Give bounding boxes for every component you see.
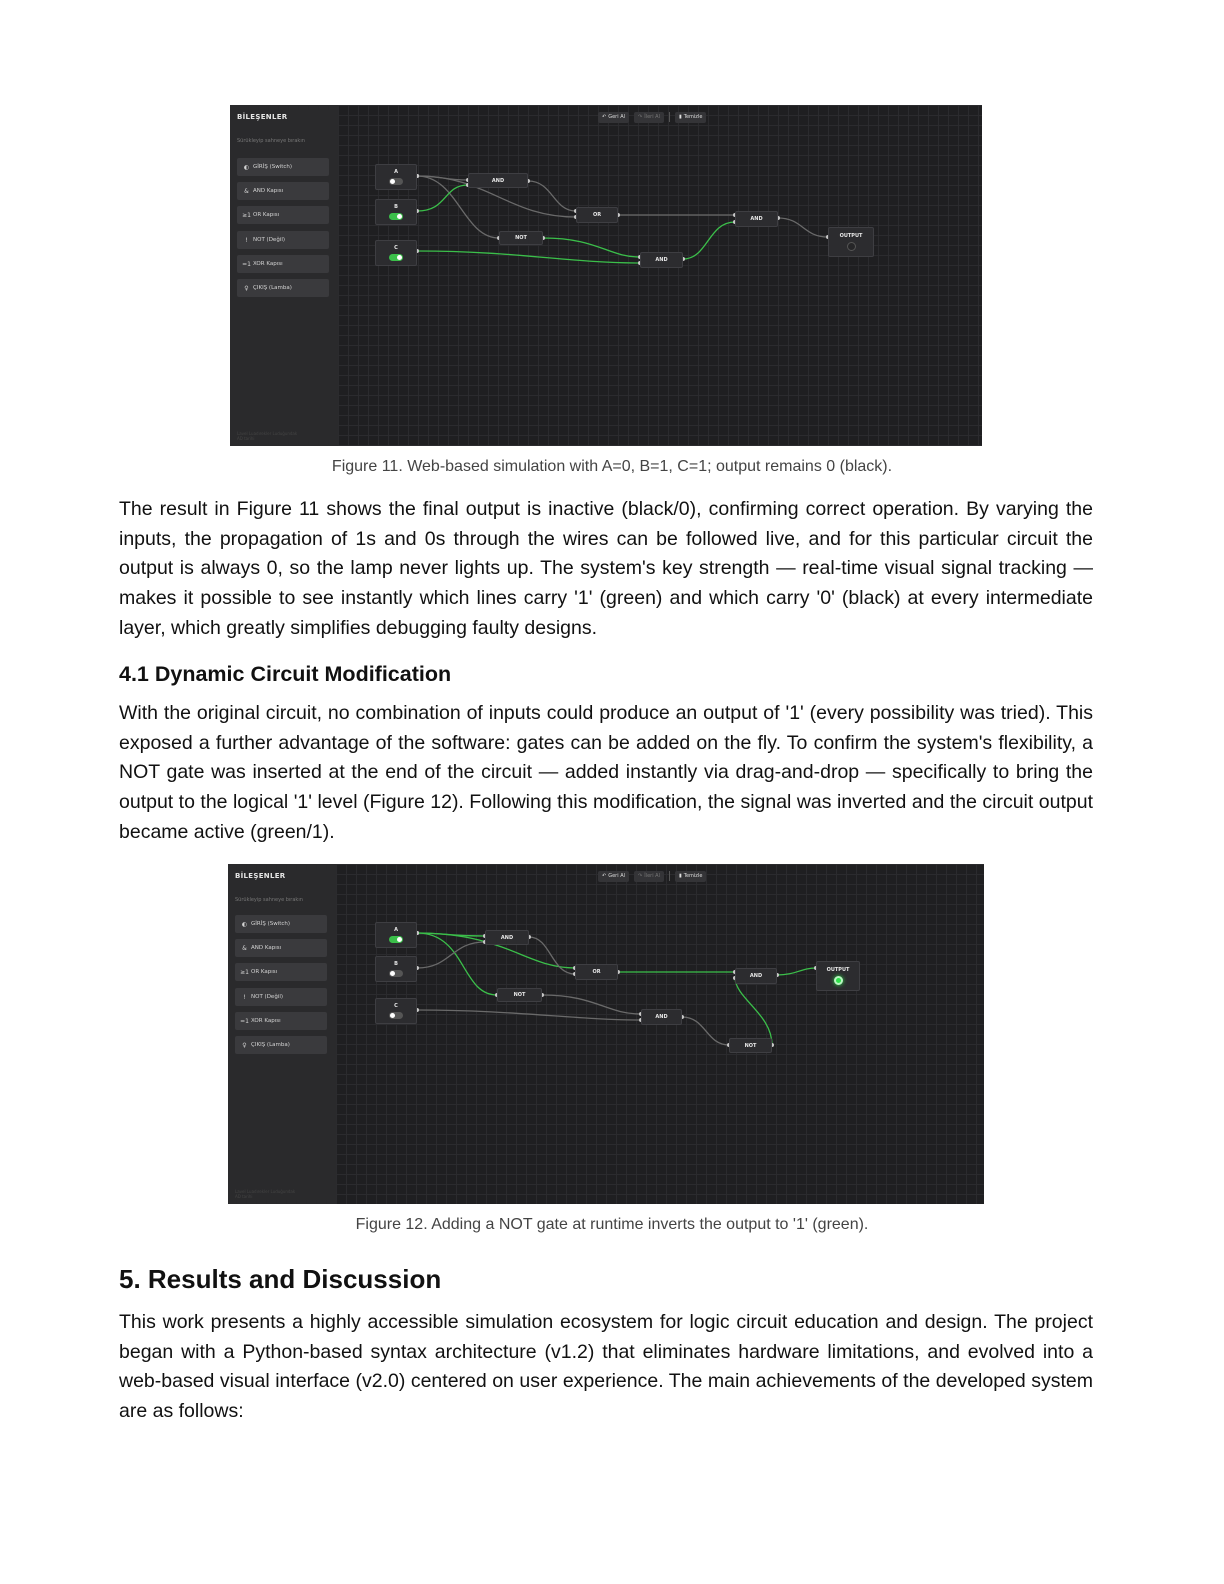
sidebar-item-xor[interactable] [237,255,329,273]
switch-toggle[interactable] [389,254,403,261]
sidebar-item-or[interactable] [235,963,327,981]
sidebar-item-or[interactable] [237,206,329,224]
sidebar-item-label: NOT (Değil) [253,237,286,243]
switch-toggle[interactable] [389,178,403,185]
and-gate-3[interactable]: AND [735,211,778,227]
output-lamp-node[interactable]: OUTPUT [816,961,860,991]
wire-and2-to-and3 [683,222,735,259]
or-gate[interactable]: OR [575,964,618,980]
wire-c-to-and2 [417,1010,641,1020]
or-gate-icon: ≥1 [242,211,251,219]
and-gate-3[interactable]: AND [735,968,777,984]
sidebar-item-not[interactable] [235,988,327,1006]
figure-12-caption: Figure 12. Adding a NOT gate at runtime inverts the output to '1' (green). [355,1216,869,1233]
wire-and1-to-or [529,937,575,974]
and-gate-1[interactable]: AND [485,930,529,945]
figure-11-screenshot [230,105,982,446]
wire-not-to-and2 [543,238,640,257]
sidebar-item-xor[interactable] [235,1012,327,1030]
redo-button[interactable]: ↷ İleri Al [634,871,664,882]
input-switch-b[interactable]: B [375,199,417,225]
sidebar-item-label: AND Kapısı [251,945,282,951]
wires [338,105,982,446]
wire-and3-to-output [777,968,816,975]
wire-and2-to-not2 [682,1017,729,1045]
sidebar-item-output[interactable] [235,1036,327,1054]
and-gate-2[interactable]: AND [640,252,683,268]
toggle-icon: ◐ [243,163,250,171]
lamp-icon: ♀ [244,284,249,292]
circuit-canvas[interactable] [336,864,984,1204]
switch-toggle[interactable] [389,970,403,977]
xor-gate-icon: =1 [240,1017,249,1025]
input-switch-a[interactable]: A [375,922,417,948]
sidebar-footer: Lavel Luadırekler Luduğundak AD tarihi [235,1189,296,1199]
or-gate-icon: ≥1 [240,968,249,976]
sidebar-title: BİLEŞENLER [237,113,288,121]
paragraph-3: This work presents a highly accessible simulation ecosystem for logic circuit education and design. The project began with a Python-based syntax architecture (v1.2) that eliminates hardware limitations, and evolved into a web-based visual interface (v2.0) centered on user experience. The main achievements of the developed system are as follows: [119,1311,1093,1423]
or-gate[interactable]: OR [576,207,618,223]
sidebar-item-not[interactable] [237,231,329,249]
lamp-icon: ♀ [242,1041,247,1049]
sidebar-item-switch[interactable] [235,915,327,933]
circuit-canvas[interactable] [338,105,982,446]
wire-b-to-and1 [417,942,485,968]
sidebar-title: BİLEŞENLER [235,872,286,880]
redo-icon: ↷ [638,114,643,120]
trash-icon: ▮ [679,873,682,879]
and-gate-icon: & [242,944,247,952]
lamp-indicator [834,976,843,985]
sidebar-subtitle: Sürükleyip sahneye bırakın [235,897,303,903]
not-gate[interactable]: NOT [499,231,543,245]
redo-button[interactable]: ↷ İleri Al [634,112,664,123]
input-switch-c[interactable]: C [375,240,417,266]
sidebar-item-label: XOR Kapısı [251,1018,281,1024]
not-gate-icon: ! [243,993,246,1001]
not-gate-icon: ! [245,236,248,244]
switch-toggle[interactable] [389,213,403,220]
wire-c-to-and2 [417,251,640,263]
section-heading-4-1: 4.1 Dynamic Circuit Modification [119,662,452,686]
and-gate-2[interactable]: AND [641,1009,682,1025]
section-heading-5: 5. Results and Discussion [119,1264,442,1294]
and-gate-icon: & [244,187,249,195]
input-switch-a[interactable]: A [375,164,417,190]
clear-button[interactable]: ▮ Temizle [675,871,706,882]
wire-and1-to-or [528,181,576,211]
sidebar-item-label: NOT (Değil) [251,994,284,1000]
switch-toggle[interactable] [389,1012,403,1019]
sidebar-item-label: ÇIKIŞ (Lamba) [253,285,292,291]
output-lamp-node[interactable]: OUTPUT [828,227,874,257]
input-switch-c[interactable]: C [375,998,417,1024]
sidebar-item-label: GİRİŞ (Switch) [251,921,291,927]
component-sidebar [228,864,337,1204]
sidebar-subtitle: Sürükleyip sahneye bırakın [237,138,305,144]
sidebar-item-switch[interactable] [237,158,329,176]
wire-not2-to-and3 [735,978,772,1045]
clear-button[interactable]: ▮ Temizle [675,112,706,123]
figure-12-screenshot [228,864,984,1204]
wire-and3-to-output [778,218,828,237]
sidebar-item-label: OR Kapısı [251,969,278,975]
and-gate-1[interactable]: AND [468,173,528,188]
redo-icon: ↷ [638,873,643,879]
input-switch-b[interactable]: B [375,956,417,982]
sidebar-item-label: XOR Kapısı [253,261,283,267]
undo-button[interactable]: ↶ Geri Al [598,112,629,123]
sidebar-item-label: ÇIKIŞ (Lamba) [251,1042,290,1048]
sidebar-item-label: AND Kapısı [253,188,284,194]
switch-toggle[interactable] [389,936,403,943]
paragraph-1: The result in Figure 11 shows the final output is inactive (black/0), confirming correct operation. By varying the inputs, the propagation of 1s and 0s through the wires can be followed live, and for this particular circuit the output is always 0, so the lamp never lights up. The system's key strength — real-time visual signal tracking — makes it possible to see instantly which lines carry '1' (green) and which carry '0' (black) at every intermediate layer, which greatly simplifies debugging faulty designs. [119,498,1093,639]
undo-button[interactable]: ↶ Geri Al [598,871,629,882]
lamp-indicator [847,242,856,251]
component-sidebar [230,105,339,446]
sidebar-item-and[interactable] [237,182,329,200]
toggle-icon: ◐ [241,920,248,928]
sidebar-item-label: OR Kapısı [253,212,280,218]
not-gate[interactable]: NOT [497,988,542,1002]
undo-icon: ↶ [602,873,607,879]
sidebar-item-and[interactable] [235,939,327,957]
sidebar-item-label: GİRİŞ (Switch) [253,164,293,170]
wires [336,864,984,1204]
paragraph-2: With the original circuit, no combination of inputs could produce an output of '1' (every possibility was tried). This exposed a further advantage of the software: gates can be added on the fly. To confirm the system's flexibility, a NOT gate was inserted at the end of the circuit — added instantly via drag-and-drop — specifically to bring the output to the logical '1' level (Figure 12). Following this modification, the signal was inverted and the circuit output became active (green/1). [119,702,1093,843]
trash-icon: ▮ [679,114,682,120]
not-gate-2[interactable]: NOT [729,1038,772,1053]
sidebar-footer: Lavel Luadırekler Luduğundak AD tarihi [237,431,298,441]
wire-not-to-and2 [542,995,641,1014]
figure-11-caption: Figure 11. Web-based simulation with A=0, B=1, C=1; output remains 0 (black). [331,458,893,475]
xor-gate-icon: =1 [242,260,251,268]
sidebar-item-output[interactable] [237,279,329,297]
undo-icon: ↶ [602,114,607,120]
